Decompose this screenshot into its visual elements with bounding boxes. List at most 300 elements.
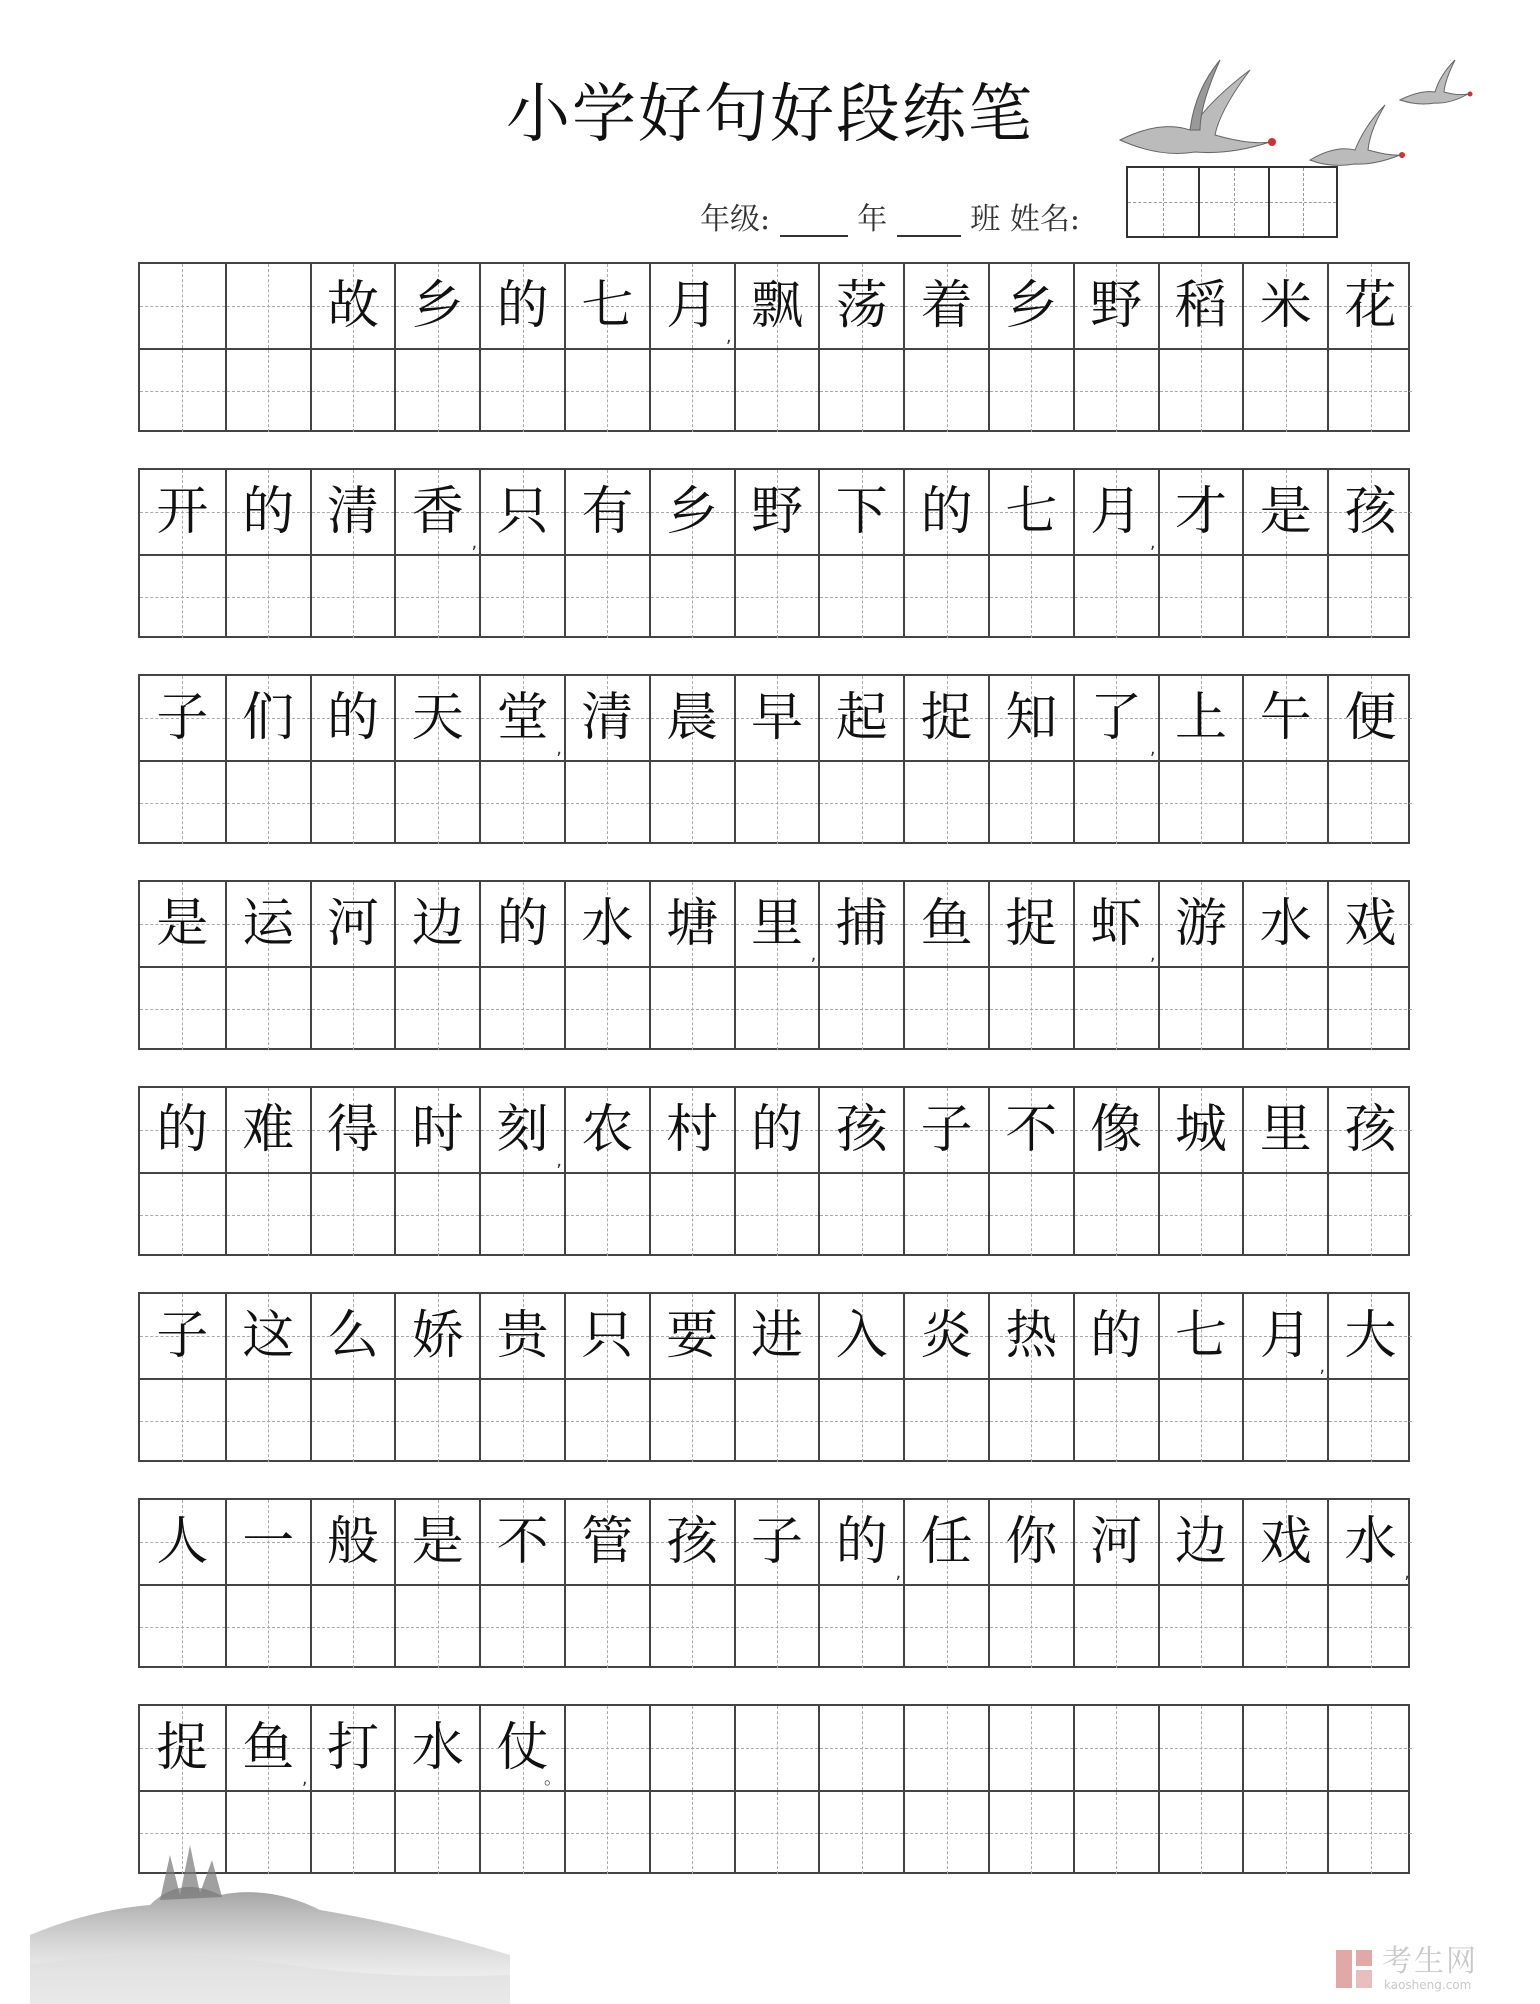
writing-row bbox=[140, 1172, 1408, 1256]
writing-cell[interactable] bbox=[1242, 762, 1327, 844]
writing-cell[interactable] bbox=[818, 1792, 903, 1874]
model-cell bbox=[818, 470, 903, 554]
model-character: 热 bbox=[1005, 1306, 1058, 1366]
model-cell bbox=[479, 470, 564, 554]
writing-cell[interactable] bbox=[1158, 1586, 1243, 1668]
writing-cell[interactable] bbox=[903, 556, 988, 638]
writing-cell[interactable] bbox=[394, 1586, 479, 1668]
model-character: 乡 bbox=[666, 482, 719, 542]
class-label: 班 bbox=[970, 202, 1001, 237]
writing-cell[interactable] bbox=[988, 556, 1073, 638]
model-cell bbox=[818, 1294, 903, 1378]
model-character: 人 bbox=[156, 1512, 209, 1572]
model-cell bbox=[479, 1088, 564, 1172]
model-character: 故 bbox=[326, 276, 379, 336]
writing-cell[interactable] bbox=[140, 350, 225, 432]
model-cell bbox=[225, 264, 310, 348]
model-character: 着 bbox=[920, 276, 973, 336]
writing-cell[interactable] bbox=[225, 1586, 310, 1668]
model-character: 鱼 bbox=[920, 894, 973, 954]
model-cell bbox=[734, 676, 819, 760]
writing-cell[interactable] bbox=[564, 762, 649, 844]
writing-cell[interactable] bbox=[988, 968, 1073, 1050]
model-cell bbox=[988, 470, 1073, 554]
model-cell bbox=[479, 676, 564, 760]
writing-cell[interactable] bbox=[1073, 1586, 1158, 1668]
model-cell bbox=[988, 1706, 1073, 1790]
writing-cell[interactable] bbox=[734, 968, 819, 1050]
writing-cell[interactable] bbox=[1327, 556, 1412, 638]
model-character: 得 bbox=[326, 1100, 379, 1160]
model-character: 鱼 bbox=[242, 1718, 295, 1778]
writing-cell[interactable] bbox=[649, 350, 734, 432]
model-character: 戏 bbox=[1259, 1512, 1312, 1572]
model-row bbox=[140, 470, 1408, 554]
writing-cell[interactable] bbox=[1158, 762, 1243, 844]
model-character: 午 bbox=[1259, 688, 1312, 748]
writing-cell[interactable] bbox=[225, 1174, 310, 1256]
practice-block bbox=[138, 1292, 1410, 1462]
model-character: 月 bbox=[1259, 1306, 1312, 1366]
name-cell[interactable] bbox=[1128, 168, 1198, 236]
model-cell bbox=[394, 1500, 479, 1584]
model-character: 早 bbox=[750, 688, 803, 748]
writing-cell[interactable] bbox=[225, 350, 310, 432]
writing-cell[interactable] bbox=[903, 1792, 988, 1874]
writing-cell[interactable] bbox=[479, 1380, 564, 1462]
writing-cell[interactable] bbox=[140, 968, 225, 1050]
model-cell bbox=[988, 1088, 1073, 1172]
writing-cell[interactable] bbox=[649, 1174, 734, 1256]
writing-cell[interactable] bbox=[1158, 1792, 1243, 1874]
model-cell bbox=[1158, 1294, 1243, 1378]
ink-landscape-illustration bbox=[30, 1815, 510, 2004]
writing-cell[interactable] bbox=[1242, 556, 1327, 638]
writing-cell[interactable] bbox=[1158, 968, 1243, 1050]
model-character: 水 bbox=[1259, 894, 1312, 954]
model-character: 捉 bbox=[920, 688, 973, 748]
writing-cell[interactable] bbox=[818, 1380, 903, 1462]
writing-cell[interactable] bbox=[479, 1586, 564, 1668]
model-cell bbox=[140, 1294, 225, 1378]
writing-cell[interactable] bbox=[903, 1174, 988, 1256]
writing-cell[interactable] bbox=[734, 762, 819, 844]
punctuation-mark: 。 bbox=[543, 1768, 562, 1789]
model-character: 起 bbox=[835, 688, 888, 748]
writing-cell[interactable] bbox=[310, 1586, 395, 1668]
model-character: 的 bbox=[835, 1512, 888, 1572]
writing-cell[interactable] bbox=[988, 350, 1073, 432]
model-character: 河 bbox=[1090, 1512, 1143, 1572]
model-cell bbox=[310, 470, 395, 554]
writing-cell[interactable] bbox=[140, 1380, 225, 1462]
model-character: 的 bbox=[750, 1100, 803, 1160]
model-cell bbox=[1073, 470, 1158, 554]
model-character: 虾 bbox=[1090, 894, 1143, 954]
writing-cell[interactable] bbox=[1158, 350, 1243, 432]
model-character: 米 bbox=[1259, 276, 1312, 336]
writing-cell[interactable] bbox=[649, 762, 734, 844]
writing-cell[interactable] bbox=[818, 762, 903, 844]
model-character: 了 bbox=[1090, 688, 1143, 748]
model-character: 大 bbox=[1344, 1306, 1397, 1366]
writing-cell[interactable] bbox=[564, 556, 649, 638]
writing-cell[interactable] bbox=[1242, 1380, 1327, 1462]
writing-cell[interactable] bbox=[140, 762, 225, 844]
writing-cell[interactable] bbox=[1327, 968, 1412, 1050]
writing-cell[interactable] bbox=[734, 556, 819, 638]
model-character: 的 bbox=[920, 482, 973, 542]
writing-cell[interactable] bbox=[310, 1174, 395, 1256]
writing-cell[interactable] bbox=[394, 556, 479, 638]
writing-cell[interactable] bbox=[1158, 1380, 1243, 1462]
model-character: 边 bbox=[1174, 1512, 1227, 1572]
model-character: 月 bbox=[666, 276, 719, 336]
model-cell bbox=[1327, 1088, 1412, 1172]
writing-cell[interactable] bbox=[310, 968, 395, 1050]
model-character: 般 bbox=[326, 1512, 379, 1572]
writing-cell[interactable] bbox=[988, 1586, 1073, 1668]
model-character: 一 bbox=[242, 1512, 295, 1572]
model-cell bbox=[310, 882, 395, 966]
writing-cell[interactable] bbox=[818, 1174, 903, 1256]
model-cell bbox=[1073, 1294, 1158, 1378]
writing-cell[interactable] bbox=[988, 1174, 1073, 1256]
writing-cell[interactable] bbox=[1158, 556, 1243, 638]
model-cell bbox=[818, 676, 903, 760]
writing-cell[interactable] bbox=[394, 968, 479, 1050]
writing-cell[interactable] bbox=[818, 350, 903, 432]
practice-block bbox=[138, 1498, 1410, 1668]
model-character: 飘 bbox=[750, 276, 803, 336]
writing-cell[interactable] bbox=[1242, 1174, 1327, 1256]
writing-cell[interactable] bbox=[1242, 350, 1327, 432]
writing-cell[interactable] bbox=[1242, 1792, 1327, 1874]
writing-cell[interactable] bbox=[903, 968, 988, 1050]
writing-cell[interactable] bbox=[1073, 762, 1158, 844]
writing-cell[interactable] bbox=[734, 1380, 819, 1462]
model-character: 不 bbox=[1005, 1100, 1058, 1160]
model-cell bbox=[1327, 882, 1412, 966]
writing-cell[interactable] bbox=[1327, 350, 1412, 432]
class-blank[interactable] bbox=[897, 203, 961, 237]
model-cell bbox=[140, 1500, 225, 1584]
model-character: 戏 bbox=[1344, 894, 1397, 954]
writing-cell[interactable] bbox=[140, 1174, 225, 1256]
flying-cranes-illustration bbox=[1100, 30, 1480, 180]
name-cell[interactable] bbox=[1198, 168, 1268, 236]
name-cell[interactable] bbox=[1268, 168, 1336, 236]
model-cell bbox=[564, 882, 649, 966]
writing-cell[interactable] bbox=[225, 556, 310, 638]
model-cell bbox=[988, 882, 1073, 966]
writing-cell[interactable] bbox=[564, 350, 649, 432]
model-character: 管 bbox=[581, 1512, 634, 1572]
model-cell bbox=[1073, 676, 1158, 760]
model-cell bbox=[140, 1088, 225, 1172]
model-cell bbox=[903, 1294, 988, 1378]
model-cell bbox=[818, 1706, 903, 1790]
writing-cell[interactable] bbox=[903, 1380, 988, 1462]
name-writing-box[interactable] bbox=[1126, 166, 1338, 238]
model-character: 清 bbox=[581, 688, 634, 748]
model-row bbox=[140, 264, 1408, 348]
model-cell bbox=[1327, 1706, 1412, 1790]
model-cell bbox=[1158, 470, 1243, 554]
punctuation-mark: , bbox=[1149, 532, 1156, 553]
model-character: 是 bbox=[411, 1512, 464, 1572]
writing-cell[interactable] bbox=[649, 556, 734, 638]
writing-cell[interactable] bbox=[394, 1380, 479, 1462]
practice-block bbox=[138, 262, 1410, 432]
writing-cell[interactable] bbox=[734, 1174, 819, 1256]
model-cell bbox=[310, 676, 395, 760]
writing-cell[interactable] bbox=[818, 968, 903, 1050]
model-cell bbox=[734, 1088, 819, 1172]
writing-cell[interactable] bbox=[988, 762, 1073, 844]
model-cell bbox=[988, 676, 1073, 760]
year-label: 年 bbox=[857, 202, 888, 237]
model-cell bbox=[734, 882, 819, 966]
model-character: 香 bbox=[411, 482, 464, 542]
writing-cell[interactable] bbox=[564, 968, 649, 1050]
model-cell bbox=[564, 1706, 649, 1790]
model-character: 孩 bbox=[835, 1100, 888, 1160]
model-cell bbox=[988, 1294, 1073, 1378]
writing-cell[interactable] bbox=[1327, 1792, 1412, 1874]
model-character: 水 bbox=[581, 894, 634, 954]
model-character: 打 bbox=[326, 1718, 379, 1778]
model-character: 乡 bbox=[1005, 276, 1058, 336]
model-cell bbox=[479, 1294, 564, 1378]
writing-cell[interactable] bbox=[1242, 1586, 1327, 1668]
model-cell bbox=[1073, 264, 1158, 348]
model-character: 花 bbox=[1344, 276, 1397, 336]
model-character: 清 bbox=[326, 482, 379, 542]
model-character: 天 bbox=[411, 688, 464, 748]
writing-cell[interactable] bbox=[988, 1792, 1073, 1874]
writing-cell[interactable] bbox=[1327, 1586, 1412, 1668]
writing-cell[interactable] bbox=[1073, 1174, 1158, 1256]
model-cell bbox=[394, 1294, 479, 1378]
writing-cell[interactable] bbox=[310, 350, 395, 432]
writing-cell[interactable] bbox=[479, 350, 564, 432]
model-character: 不 bbox=[496, 1512, 549, 1572]
writing-cell[interactable] bbox=[903, 1586, 988, 1668]
model-cell bbox=[1327, 470, 1412, 554]
writing-cell[interactable] bbox=[988, 1380, 1073, 1462]
model-cell bbox=[1327, 264, 1412, 348]
writing-cell[interactable] bbox=[734, 1792, 819, 1874]
writing-cell[interactable] bbox=[140, 1586, 225, 1668]
model-cell bbox=[988, 1500, 1073, 1584]
model-cell bbox=[1242, 1706, 1327, 1790]
model-cell bbox=[564, 264, 649, 348]
writing-cell[interactable] bbox=[225, 762, 310, 844]
writing-cell[interactable] bbox=[564, 1380, 649, 1462]
model-character: 捉 bbox=[156, 1718, 209, 1778]
model-character: 捉 bbox=[1005, 894, 1058, 954]
writing-cell[interactable] bbox=[394, 350, 479, 432]
model-cell bbox=[225, 1706, 310, 1790]
writing-cell[interactable] bbox=[479, 762, 564, 844]
model-character: 任 bbox=[920, 1512, 973, 1572]
grade-blank[interactable] bbox=[780, 203, 848, 237]
writing-cell[interactable] bbox=[1242, 968, 1327, 1050]
model-cell bbox=[225, 1294, 310, 1378]
model-character: 村 bbox=[666, 1100, 719, 1160]
model-character: 的 bbox=[156, 1100, 209, 1160]
model-cell bbox=[1158, 1500, 1243, 1584]
writing-cell[interactable] bbox=[394, 762, 479, 844]
model-cell bbox=[479, 1500, 564, 1584]
model-cell bbox=[1242, 1294, 1327, 1378]
model-character: 要 bbox=[666, 1306, 719, 1366]
model-character: 野 bbox=[1090, 276, 1143, 336]
writing-cell[interactable] bbox=[1158, 1174, 1243, 1256]
writing-cell[interactable] bbox=[734, 350, 819, 432]
writing-cell[interactable] bbox=[1073, 350, 1158, 432]
punctuation-mark: , bbox=[895, 1562, 902, 1583]
writing-cell[interactable] bbox=[1073, 1380, 1158, 1462]
model-cell bbox=[479, 264, 564, 348]
writing-cell[interactable] bbox=[1327, 762, 1412, 844]
writing-cell[interactable] bbox=[564, 1174, 649, 1256]
writing-row bbox=[140, 1584, 1408, 1668]
site-watermark bbox=[1334, 1944, 1514, 1996]
writing-cell[interactable] bbox=[479, 968, 564, 1050]
model-cell bbox=[564, 676, 649, 760]
model-cell bbox=[988, 264, 1073, 348]
punctuation-mark: , bbox=[1149, 738, 1156, 759]
writing-cell[interactable] bbox=[225, 968, 310, 1050]
model-cell bbox=[903, 676, 988, 760]
writing-cell[interactable] bbox=[649, 1586, 734, 1668]
writing-cell[interactable] bbox=[1327, 1174, 1412, 1256]
model-cell bbox=[1158, 264, 1243, 348]
model-character: 开 bbox=[156, 482, 209, 542]
model-character: 炎 bbox=[920, 1306, 973, 1366]
model-cell bbox=[903, 1088, 988, 1172]
writing-cell[interactable] bbox=[903, 350, 988, 432]
model-cell bbox=[1158, 1706, 1243, 1790]
watermark-url: kaosheng.com bbox=[1384, 1978, 1472, 1992]
writing-cell[interactable] bbox=[1073, 1792, 1158, 1874]
model-cell bbox=[225, 676, 310, 760]
watermark-text: 考生网 bbox=[1382, 1944, 1478, 1979]
punctuation-mark: , bbox=[810, 944, 817, 965]
model-character: 孩 bbox=[1344, 1100, 1397, 1160]
model-cell bbox=[140, 882, 225, 966]
model-cell bbox=[1327, 676, 1412, 760]
model-cell bbox=[394, 676, 479, 760]
model-character: 便 bbox=[1344, 688, 1397, 748]
model-character: 野 bbox=[750, 482, 803, 542]
model-cell bbox=[818, 1500, 903, 1584]
model-cell bbox=[734, 470, 819, 554]
model-character: 城 bbox=[1174, 1100, 1227, 1160]
model-character: 是 bbox=[1259, 482, 1312, 542]
model-cell bbox=[564, 1088, 649, 1172]
model-cell bbox=[818, 264, 903, 348]
model-cell bbox=[818, 1088, 903, 1172]
writing-cell[interactable] bbox=[564, 1792, 649, 1874]
writing-row bbox=[140, 554, 1408, 638]
writing-cell[interactable] bbox=[1073, 968, 1158, 1050]
writing-cell[interactable] bbox=[734, 1586, 819, 1668]
model-character: 河 bbox=[326, 894, 379, 954]
writing-cell[interactable] bbox=[140, 556, 225, 638]
writing-row bbox=[140, 348, 1408, 432]
model-character: 里 bbox=[750, 894, 803, 954]
writing-cell[interactable] bbox=[818, 1586, 903, 1668]
model-character: 刻 bbox=[496, 1100, 549, 1160]
practice-grid bbox=[138, 262, 1410, 1910]
writing-row bbox=[140, 760, 1408, 844]
model-row bbox=[140, 882, 1408, 966]
model-character: 子 bbox=[920, 1100, 973, 1160]
model-cell bbox=[1242, 470, 1327, 554]
model-cell bbox=[649, 264, 734, 348]
model-character: 孩 bbox=[666, 1512, 719, 1572]
model-character: 孩 bbox=[1344, 482, 1397, 542]
model-cell bbox=[1242, 1500, 1327, 1584]
model-character: 像 bbox=[1090, 1100, 1143, 1160]
model-cell bbox=[818, 882, 903, 966]
writing-cell[interactable] bbox=[649, 1792, 734, 1874]
writing-cell[interactable] bbox=[1327, 1380, 1412, 1462]
model-row bbox=[140, 1500, 1408, 1584]
model-cell bbox=[903, 882, 988, 966]
punctuation-mark: , bbox=[1149, 944, 1156, 965]
model-row bbox=[140, 1088, 1408, 1172]
model-character: 入 bbox=[835, 1306, 888, 1366]
model-cell bbox=[1242, 1088, 1327, 1172]
model-cell bbox=[1073, 882, 1158, 966]
model-cell bbox=[1158, 676, 1243, 760]
writing-cell[interactable] bbox=[310, 762, 395, 844]
model-character: 稻 bbox=[1174, 276, 1227, 336]
writing-cell[interactable] bbox=[394, 1174, 479, 1256]
model-character: 堂 bbox=[496, 688, 549, 748]
model-character: 七 bbox=[1174, 1306, 1227, 1366]
model-cell bbox=[479, 1706, 564, 1790]
model-character: 贵 bbox=[496, 1306, 549, 1366]
model-cell bbox=[1158, 1088, 1243, 1172]
practice-block bbox=[138, 880, 1410, 1050]
model-character: 才 bbox=[1174, 482, 1227, 542]
writing-cell[interactable] bbox=[903, 762, 988, 844]
page-title: 小学好句好段练笔 bbox=[506, 78, 1034, 152]
model-character: 进 bbox=[750, 1306, 803, 1366]
writing-cell[interactable] bbox=[818, 556, 903, 638]
writing-cell[interactable] bbox=[1073, 556, 1158, 638]
model-cell bbox=[394, 1088, 479, 1172]
writing-cell[interactable] bbox=[310, 1380, 395, 1462]
writing-cell[interactable] bbox=[564, 1586, 649, 1668]
model-cell bbox=[903, 1706, 988, 1790]
practice-block bbox=[138, 674, 1410, 844]
writing-cell[interactable] bbox=[649, 968, 734, 1050]
writing-cell[interactable] bbox=[479, 556, 564, 638]
writing-cell[interactable] bbox=[479, 1174, 564, 1256]
writing-cell[interactable] bbox=[649, 1380, 734, 1462]
model-character: 水 bbox=[411, 1718, 464, 1778]
writing-cell[interactable] bbox=[225, 1380, 310, 1462]
model-character: 时 bbox=[411, 1100, 464, 1160]
writing-cell[interactable] bbox=[310, 556, 395, 638]
model-character: 七 bbox=[1005, 482, 1058, 542]
